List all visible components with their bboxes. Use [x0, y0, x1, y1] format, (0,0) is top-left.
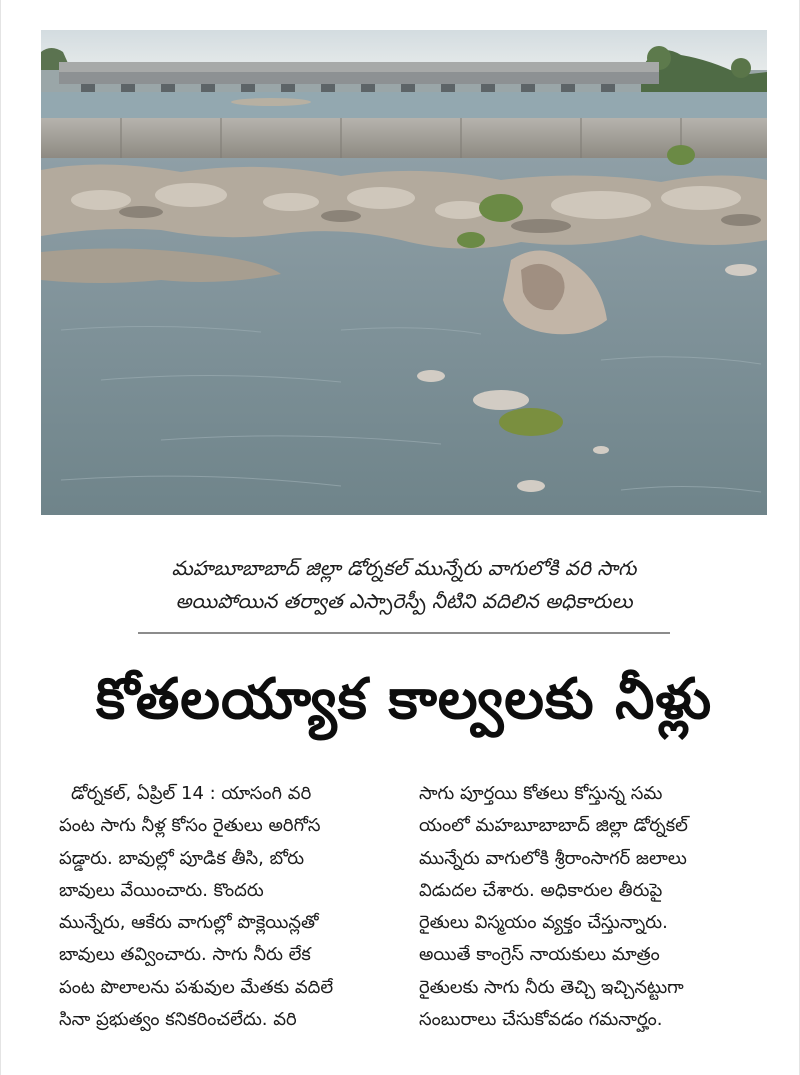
river-dam-illustration	[41, 30, 767, 515]
article-line: సంబురాలు చేసుకోవడం గమనార్హం.	[419, 1009, 663, 1031]
article-line: పంట సాగు నీళ్ల కోసం రైతులు అరిగోస	[59, 815, 321, 837]
article-line: డోర్నకల్‌, ఏప్రిల్‌ 14 : యాసంగి వరి	[71, 783, 312, 804]
article-line: యంలో మహబూబాబాద్‌ జిల్లా డోర్నకల్‌	[419, 815, 688, 837]
article-line: బావులు తవ్వించారు. సాగు నీరు లేక	[59, 944, 311, 966]
article-line: విడుదల చేశారు. అధికారుల తీరుపై	[419, 879, 663, 901]
article-line: పంట పొలాలను పశువుల మేతకు వదిలే	[59, 976, 334, 998]
article-line: మున్నేరు, ఆకేరు వాగుల్లో పొక్లెయిన్లతో	[59, 912, 319, 934]
article-line: సినా ప్రభుత్వం కనికరించలేదు. వరి	[59, 1009, 297, 1031]
caption-line-1: మహబూబాబాద్‌ జిల్లా డోర్నకల్‌ మున్నేరు వాగులోకి వరి సాగు	[171, 556, 637, 580]
article-line: సాగు పూర్తయి కోతలు కోస్తున్న సమ	[419, 783, 663, 804]
river-photo	[41, 30, 767, 515]
article-column-left	[59, 778, 409, 1036]
caption-line-2: అయిపోయిన తర్వాత ఎస్సారెస్పీ నీటిని వదిలిన అధికారులు	[175, 589, 633, 613]
article-column-right	[419, 778, 769, 1036]
caption-divider	[138, 632, 670, 634]
article-line: రైతులకు సాగు నీరు తెచ్చి ఇచ్చినట్టుగా	[419, 976, 684, 998]
headline: కోతలయ్యాక కాల్వలకు నీళ్లు	[95, 667, 713, 732]
article-line: రైతులు విస్మయం వ్యక్తం చేస్తున్నారు.	[419, 912, 668, 934]
article-line: బావులు వేయించారు. కొందరు	[59, 879, 264, 901]
photo-caption	[41, 552, 767, 618]
article-line: మున్నేరు వాగులోకి శ్రీరాంసాగర్‌ జలాలు	[419, 847, 687, 869]
article-line: పడ్డారు. బావుల్లో పూడిక తీసి, బోరు	[59, 847, 305, 869]
article-line: అయితే కాంగ్రెస్‌ నాయకులు మాత్రం	[419, 944, 660, 966]
